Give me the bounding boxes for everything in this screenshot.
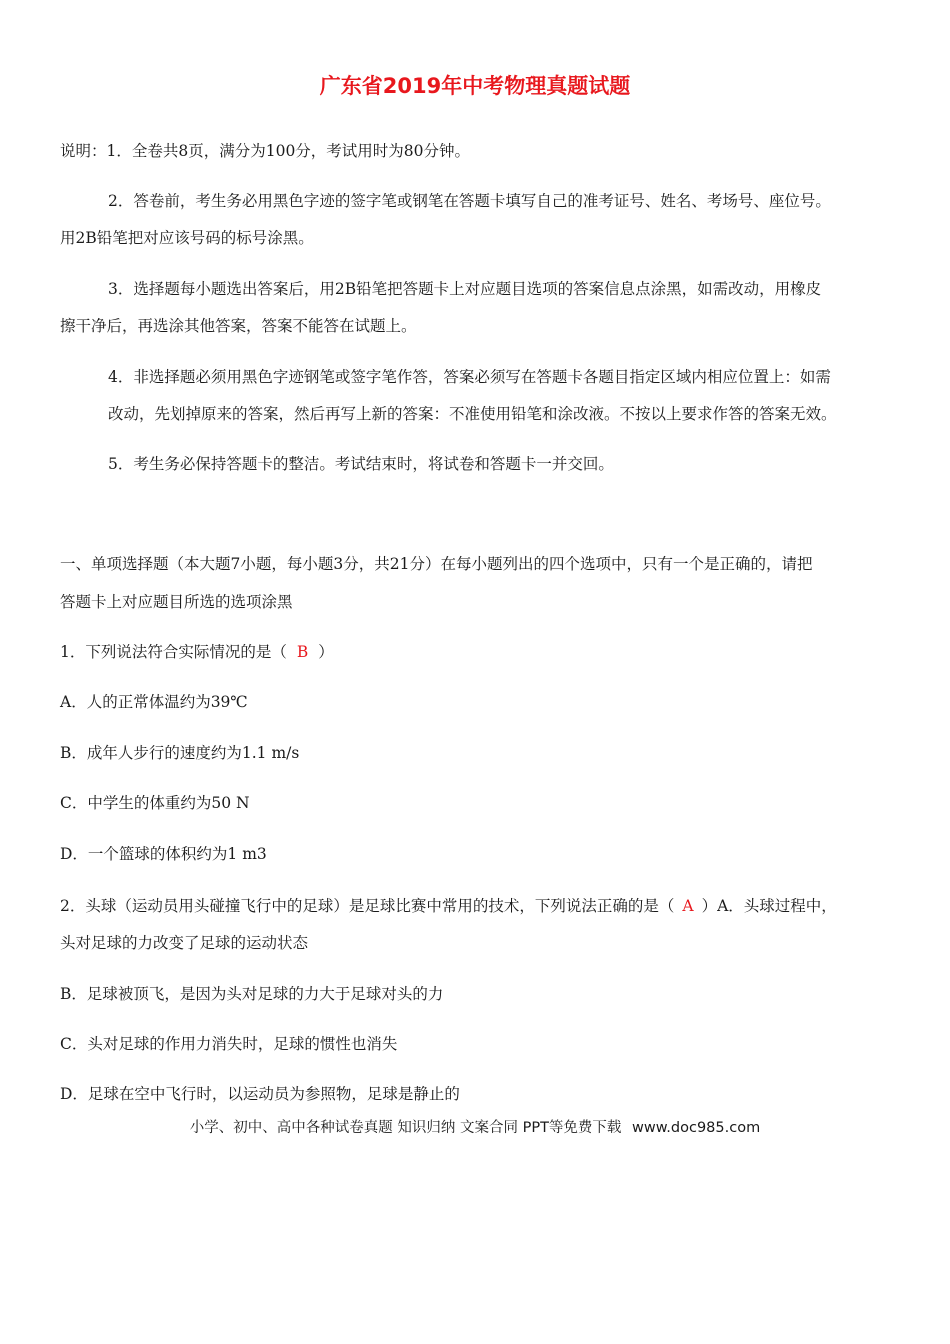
- instruction-4-line-2: 改动，先划掉原来的答案，然后再写上新的答案：不准使用铅笔和涂改液。不按以上要求作答的答案无效。: [108, 405, 837, 423]
- footer-text: 小学、初中、高中各种试卷真题 知识归纳 文案合同 PPT等免费下载: [189, 1120, 622, 1136]
- page-footer: [0, 1116, 950, 1137]
- question-1-stem-prefix: 1．下列说法符合实际情况的是（: [60, 643, 287, 661]
- instruction-3-line-2: 擦干净后，再选涂其他答案，答案不能答在试题上。: [60, 317, 417, 335]
- section-heading-line-2: 答题卡上对应题目所选的选项涂黑: [60, 593, 293, 611]
- question-1-option-d: D．一个篮球的体积约为1 m3: [60, 845, 267, 863]
- page-title: 广东省2019年中考物理真题试题: [319, 74, 631, 98]
- instruction-5: 5．考生务必保持答题卡的整洁。考试结束时，将试卷和答题卡一并交回。: [108, 455, 614, 473]
- question-2-stem-suffix: ）A．头球过程中，: [701, 897, 837, 915]
- instruction-2-line-2: 用2B铅笔把对应该号码的标号涂黑。: [60, 229, 314, 247]
- question-2-stem-prefix: 2．头球（运动员用头碰撞飞行中的足球）是足球比赛中常用的技术，下列说法正确的是（: [60, 897, 675, 915]
- question-2-answer: A: [682, 897, 694, 915]
- question-2-stem: [60, 896, 837, 916]
- question-1-answer: B: [296, 643, 309, 661]
- question-2-option-d: D．足球在空中飞行时，以运动员为参照物，足球是静止的: [60, 1085, 460, 1103]
- instruction-3-line-1: 3．选择题每小题选出答案后，用2B铅笔把答题卡上对应题目选项的答案信息点涂黑，如需改动，用橡皮: [108, 280, 822, 298]
- instruction-2-line-1: 2．答卷前，考生务必用黑色字迹的签字笔或钢笔在答题卡填写自己的准考证号、姓名、考场号、座位号。: [108, 192, 831, 210]
- question-1-option-b: B．成年人步行的速度约为1.1 m/s: [60, 744, 300, 762]
- instruction-4-line-1: 4．非选择题必须用黑色字迹钢笔或签字笔作答，答案必须写在答题卡各题目指定区域内相应位置上：如需: [108, 368, 831, 386]
- question-1-stem: [60, 642, 334, 662]
- footer-link[interactable]: www.doc985.com: [632, 1120, 761, 1136]
- question-1-option-a: A．人的正常体温约为39℃: [60, 693, 248, 711]
- question-1-stem-suffix: ）: [318, 643, 334, 661]
- question-2-option-c: C．头对足球的作用力消失时，足球的惯性也消失: [60, 1035, 398, 1053]
- section-heading-line-1: 一、单项选择题（本大题7小题，每小题3分，共21分）在每小题列出的四个选项中，只有一个是正确的，请把: [60, 555, 813, 573]
- question-2-stem-line-2: 头对足球的力改变了足球的运动状态: [60, 934, 309, 952]
- question-2-option-b: B．足球被顶飞，是因为头对足球的力大于足球对头的力: [60, 985, 444, 1003]
- question-1-option-c: C．中学生的体重约为50 N: [60, 794, 250, 812]
- instruction-1: 说明：1．全卷共8页，满分为100分，考试用时为80分钟。: [60, 142, 471, 160]
